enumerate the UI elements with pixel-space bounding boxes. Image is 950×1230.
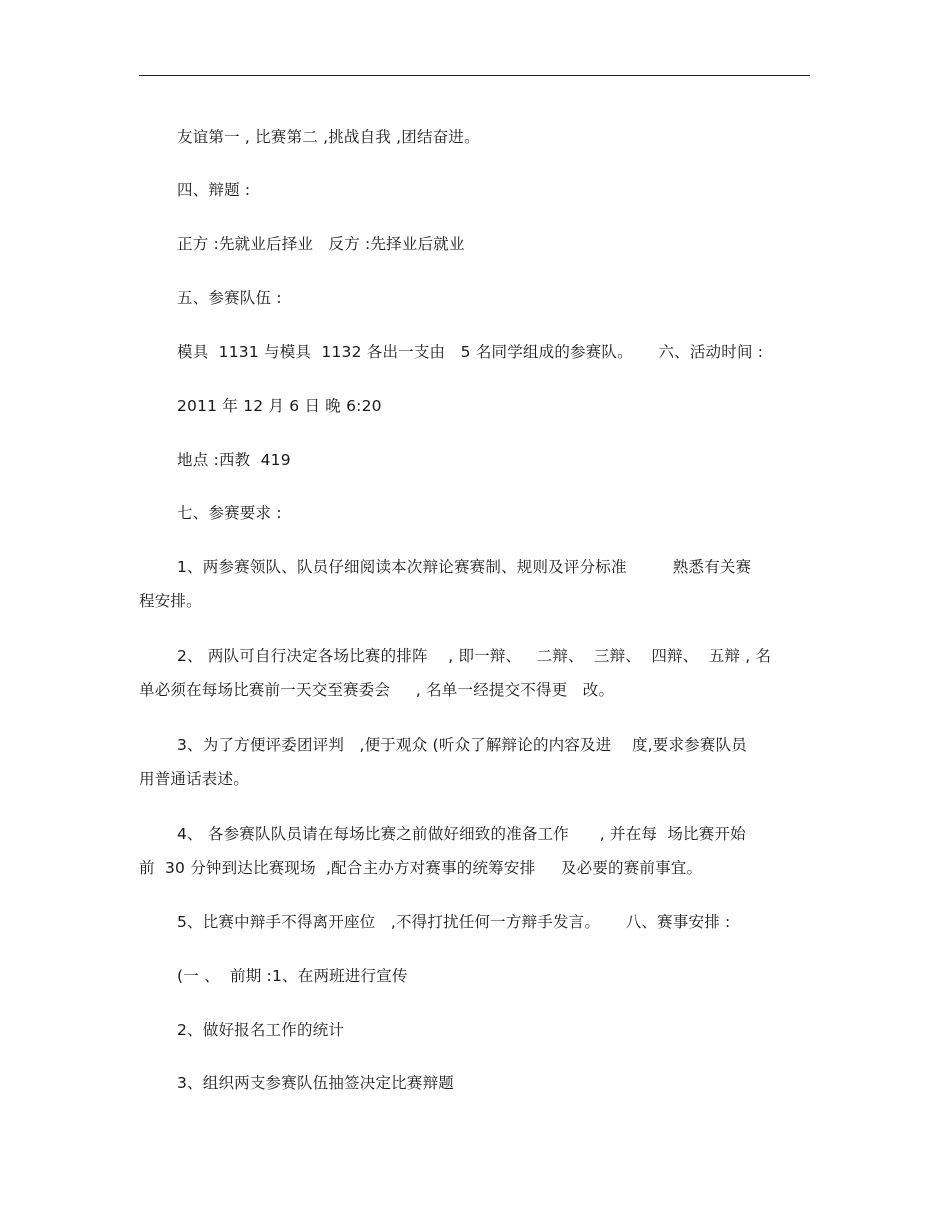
- text-line-16: 前 30 分钟到达比赛现场 ,配合主办方对赛事的统筹安排 及必要的赛前事宜。: [139, 859, 703, 877]
- text-line-1: 友谊第一 , 比赛第二 ,挑战自我 ,团结奋进。: [177, 128, 480, 146]
- text-line-18: (一 、 前期 :1、在两班进行宣传: [177, 967, 408, 985]
- section-heading-7: 七、参赛要求 :: [177, 504, 282, 522]
- header-rule: [139, 75, 810, 76]
- text-line-9: 1、两参赛领队、队员仔细阅读本次辩论赛赛制、规则及评分标准 熟悉有关赛: [177, 558, 752, 576]
- section-heading-4: 四、辩题 :: [177, 181, 251, 199]
- text-line-20: 3、组织两支参赛队伍抽签决定比赛辩题: [177, 1074, 454, 1092]
- section-heading-5: 五、参赛队伍 :: [177, 289, 282, 307]
- text-line-17: 5、比赛中辩手不得离开座位 ,不得打扰任何一方辩手发言。 八、赛事安排 :: [177, 913, 731, 931]
- text-line-12: 单必须在每场比赛前一天交至赛委会 , 名单一经提交不得更 改。: [139, 681, 615, 699]
- text-line-10: 程安排。: [139, 592, 202, 610]
- text-line-13: 3、为了方便评委团评判 ,便于观众 (听众了解辩论的内容及进 度,要求参赛队员: [177, 736, 747, 754]
- text-line-7: 地点 :西教 419: [177, 451, 291, 469]
- text-line-5: 模具 1131 与模具 1132 各出一支由 5 名同学组成的参赛队。 六、活动时间 :: [177, 343, 764, 361]
- text-line-14: 用普通话表述。: [139, 770, 249, 788]
- text-line-11: 2、 两队可自行决定各场比赛的排阵 , 即一辩、 二辩、 三辩、 四辩、 五辩 , 名: [177, 647, 772, 665]
- text-line-6: 2011 年 12 月 6 日 晚 6:20: [177, 397, 382, 415]
- text-line-19: 2、做好报名工作的统计: [177, 1021, 345, 1039]
- text-line-15: 4、 各参赛队队员请在每场比赛之前做好细致的准备工作 , 并在每 场比赛开始: [177, 825, 746, 843]
- text-line-3: 正方 :先就业后择业 反方 :先择业后就业: [177, 235, 465, 253]
